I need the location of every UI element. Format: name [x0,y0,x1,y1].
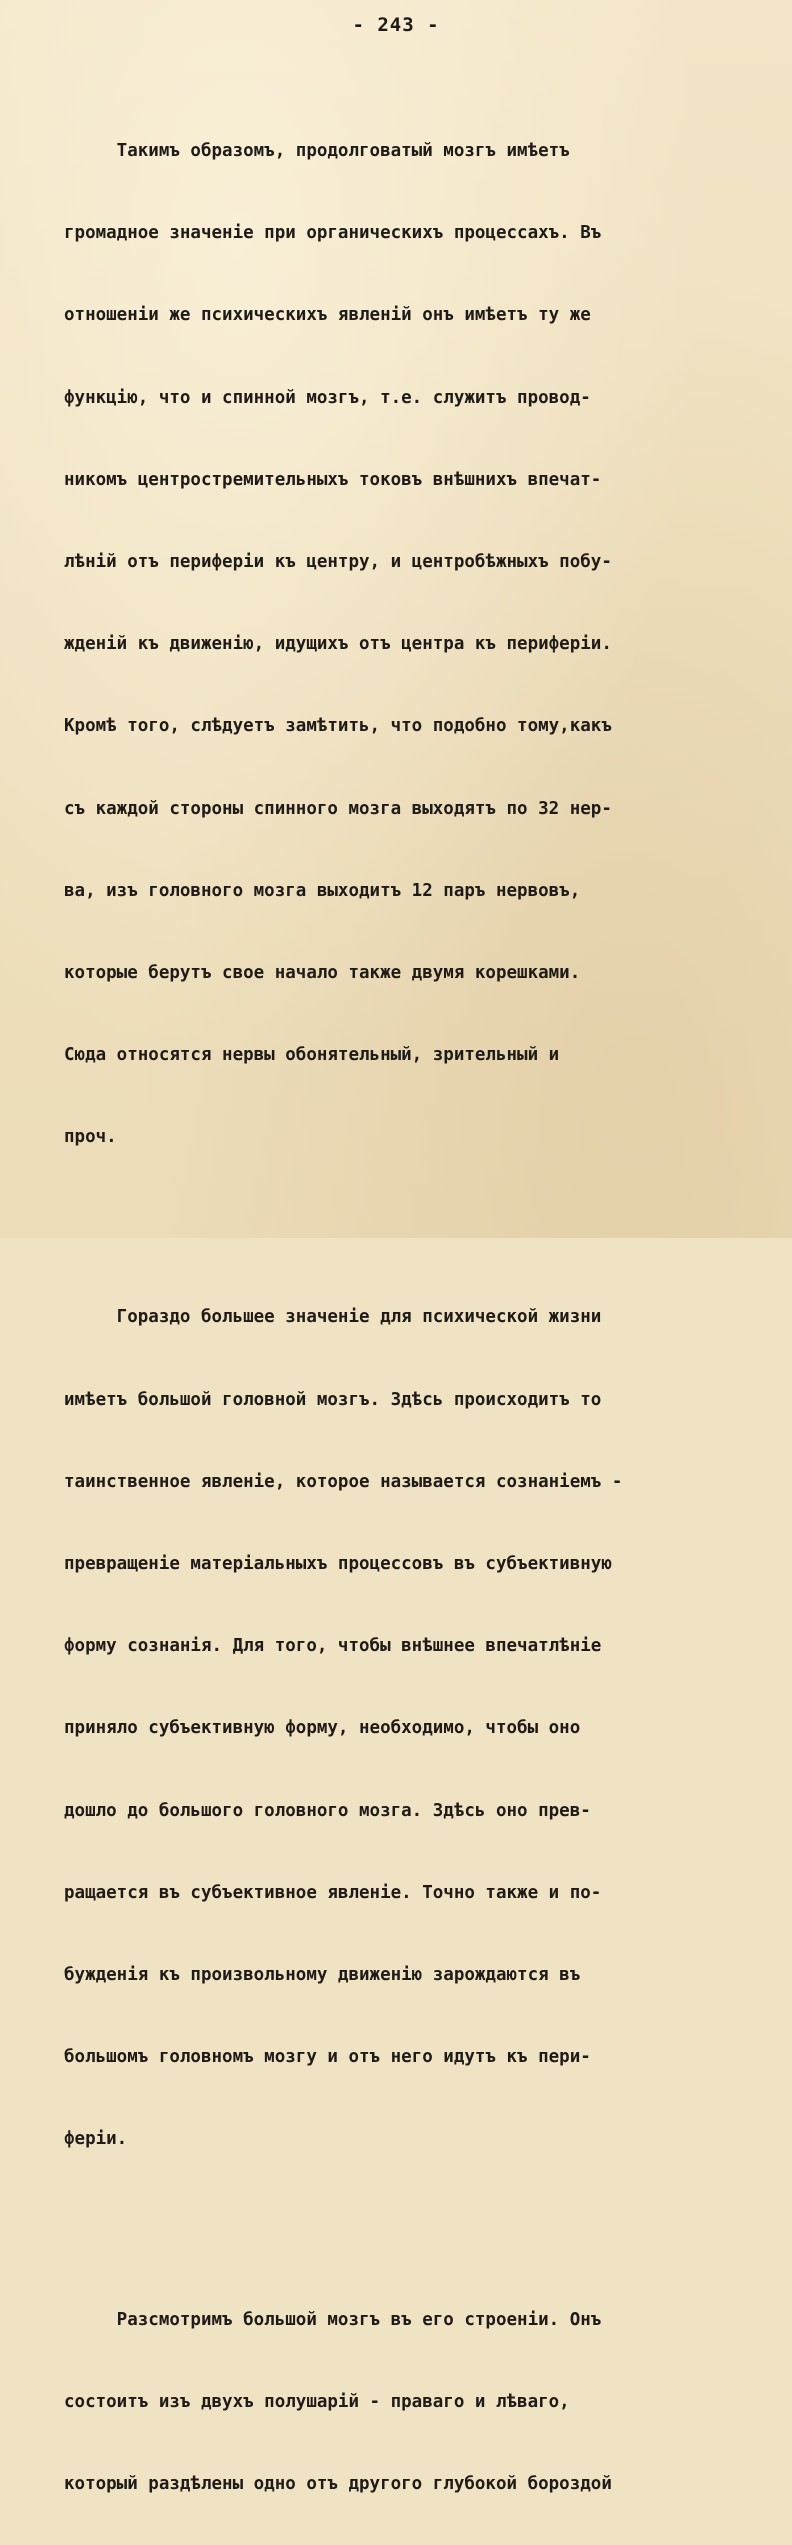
text-line: приняло субъективную форму, необходимо, чтобы оно [64,1718,581,1739]
text-line: ва, изъ головного мозга выходитъ 12 паръ нервовъ, [64,880,581,901]
paragraph-gap [64,2201,744,2239]
text-line: громадное значеніе при органическихъ процессахъ. Въ [64,223,602,244]
text-line: феріи. [64,2129,128,2150]
text-line: Кромѣ того, слѣдуетъ замѣтить, что подобно тому,какъ [64,716,612,737]
text-line: Такимъ образомъ, продолговатый мозгъ имѣетъ [64,141,570,161]
text-line: жденій къ движенію, идущихъ отъ центра къ периферіи. [64,634,612,655]
text-line: форму сознанія. Для того, чтобы внѣшнее впечатлѣніе [64,1636,602,1657]
text-line: дошло до большого головного мозга. Здѣсь оно прев- [64,1800,591,1821]
text-line: Разсмотримъ большой мозгъ въ его строеніи. Онъ [64,2309,602,2330]
text-line: съ каждой стороны спинного мозга выходятъ по 32 нер- [64,798,612,819]
text-line: Гораздо большее значеніе для психической жизни [64,1307,602,1328]
text-line: проч. [64,1127,117,1148]
text-line: который раздѣлены одно отъ другого глубокой бороздой [64,2473,612,2494]
text-line: имѣетъ большой головной мозгъ. Здѣсь происходитъ то [64,1389,602,1410]
text-line: большомъ головномъ мозгу и отъ него идутъ къ пери- [64,2047,591,2068]
text-line: которые берутъ свое начало также двумя корешками. [64,962,581,983]
text-line: никомъ центростремительныхъ токовъ внѣшнихъ впечат- [64,469,602,490]
body-text [64,70,744,2545]
page-number: - 243 - [352,14,440,36]
text-line: Сюда относятся нервы обонятельный, зрительный и [64,1045,560,1066]
text-line: превращеніе матеріальныхъ процессовъ въ субъективную [64,1554,612,1574]
text-line: отношеніи же психическихъ явленій онъ имѣетъ ту же [64,305,591,326]
text-line: бужденія къ произвольному движенію зарождаются въ [64,1964,581,1985]
text-line: функцію, что и спинной мозгъ, т.е. служитъ провод- [64,387,591,408]
text-line: ращается въ субъективное явленіе. Точно также и по- [64,1882,602,1903]
text-line: лѣній отъ периферіи къ центру, и центробѣжныхъ побу- [64,551,612,572]
paragraph-gap [64,1198,744,1236]
text-line: состоитъ изъ двухъ полушарій - праваго и лѣваго, [64,2391,570,2412]
text-line: таинственное явленіе, которое называется сознаніемъ - [64,1471,623,1492]
